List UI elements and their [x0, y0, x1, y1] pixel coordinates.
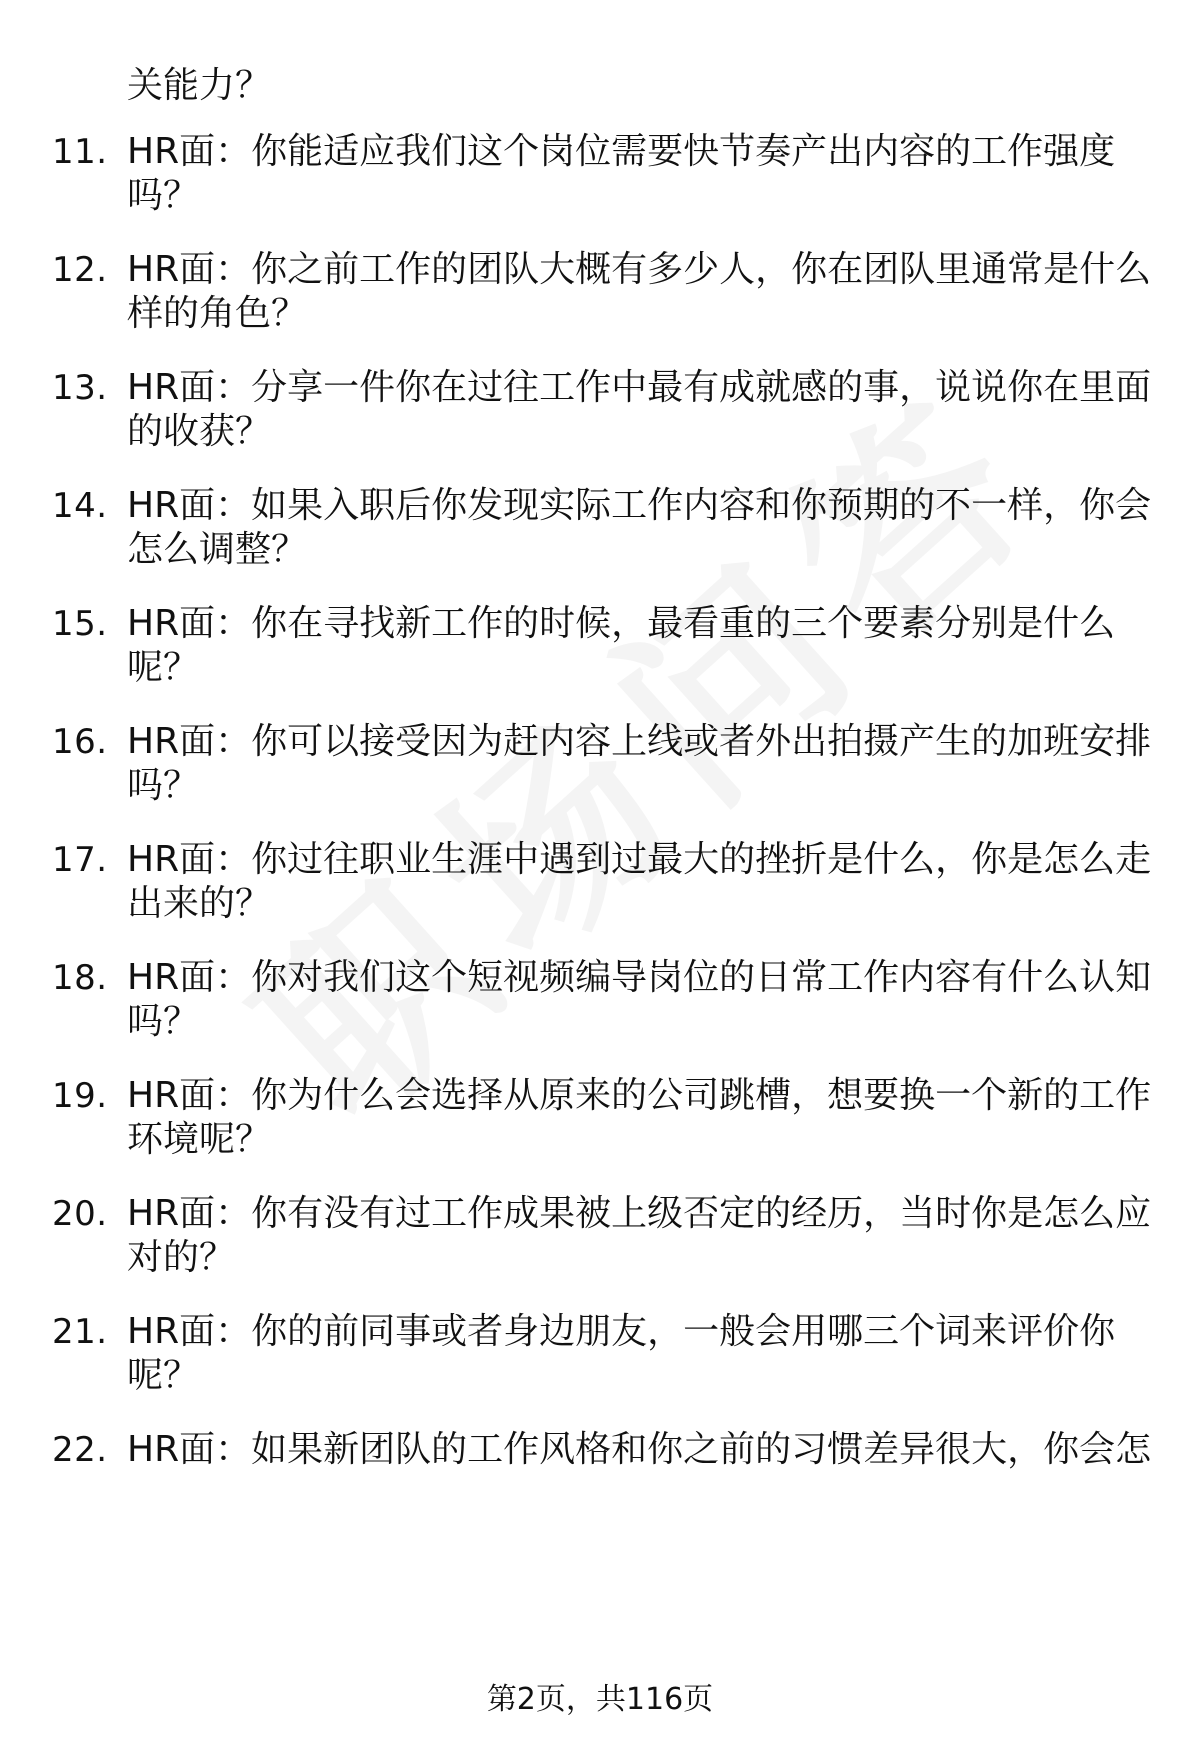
- question-number: 19.: [52, 1076, 108, 1116]
- question-number: 16.: [52, 722, 108, 762]
- question-text-line-2: 环境呢？: [127, 1119, 272, 1160]
- question-text-line-2: 怎么调整？: [127, 529, 308, 570]
- question-text-line-1: HR面：你之前工作的团队大概有多少人，你在团队里通常是什么: [127, 249, 1152, 290]
- question-text-line-2: 呢？: [127, 647, 200, 688]
- question-text-line-1: HR面：分享一件你在过往工作中最有成就感的事，说说你在里面: [127, 367, 1152, 408]
- question-text-line-2: 样的角色？: [127, 293, 308, 334]
- question-text-line-2: 的收获？: [127, 411, 272, 452]
- question-number: 21.: [52, 1312, 108, 1352]
- question-text-line-2: 出来的？: [127, 883, 272, 924]
- question-text-line-1: HR面：你的前同事或者身边朋友，一般会用哪三个词来评价你: [127, 1311, 1116, 1352]
- question-number: 14.: [52, 486, 108, 526]
- question-number: 18.: [52, 958, 108, 998]
- question-text-line-1: HR面：你在寻找新工作的时候，最看重的三个要素分别是什么: [127, 603, 1116, 644]
- question-number: 20.: [52, 1194, 108, 1234]
- question-text-line-1: HR面：你可以接受因为赶内容上线或者外出拍摄产生的加班安排: [127, 721, 1152, 762]
- question-text-line-1: HR面：你过往职业生涯中遇到过最大的挫折是什么，你是怎么走: [127, 839, 1152, 880]
- question-text-line-1: HR面：如果新团队的工作风格和你之前的习惯差异很大，你会怎: [127, 1429, 1152, 1470]
- question-text-line-1: HR面：你能适应我们这个岗位需要快节奏产出内容的工作强度: [127, 131, 1116, 172]
- question-text-line-1: HR面：你为什么会选择从原来的公司跳槽，想要换一个新的工作: [127, 1075, 1152, 1116]
- question-text-line-2: 吗？: [127, 1001, 200, 1042]
- continued-question-text: 关能力？: [127, 65, 272, 106]
- question-text-line-1: HR面：如果入职后你发现实际工作内容和你预期的不一样，你会: [127, 485, 1152, 526]
- question-text-line-2: 吗？: [127, 175, 200, 216]
- question-number: 22.: [52, 1430, 108, 1470]
- question-text-line-2: 对的？: [127, 1237, 236, 1278]
- question-number: 12.: [52, 250, 108, 290]
- question-number: 13.: [52, 368, 108, 408]
- question-text-line-2: 吗？: [127, 765, 200, 806]
- question-number: 11.: [52, 132, 108, 172]
- page-footer: 第2页，共116页: [486, 1682, 714, 1717]
- question-text-line-1: HR面：你有没有过工作成果被上级否定的经历，当时你是怎么应: [127, 1193, 1152, 1234]
- question-number: 15.: [52, 604, 108, 644]
- question-number: 17.: [52, 840, 108, 880]
- question-text-line-1: HR面：你对我们这个短视频编导岗位的日常工作内容有什么认知: [127, 957, 1152, 998]
- question-text-line-2: 呢？: [127, 1355, 200, 1396]
